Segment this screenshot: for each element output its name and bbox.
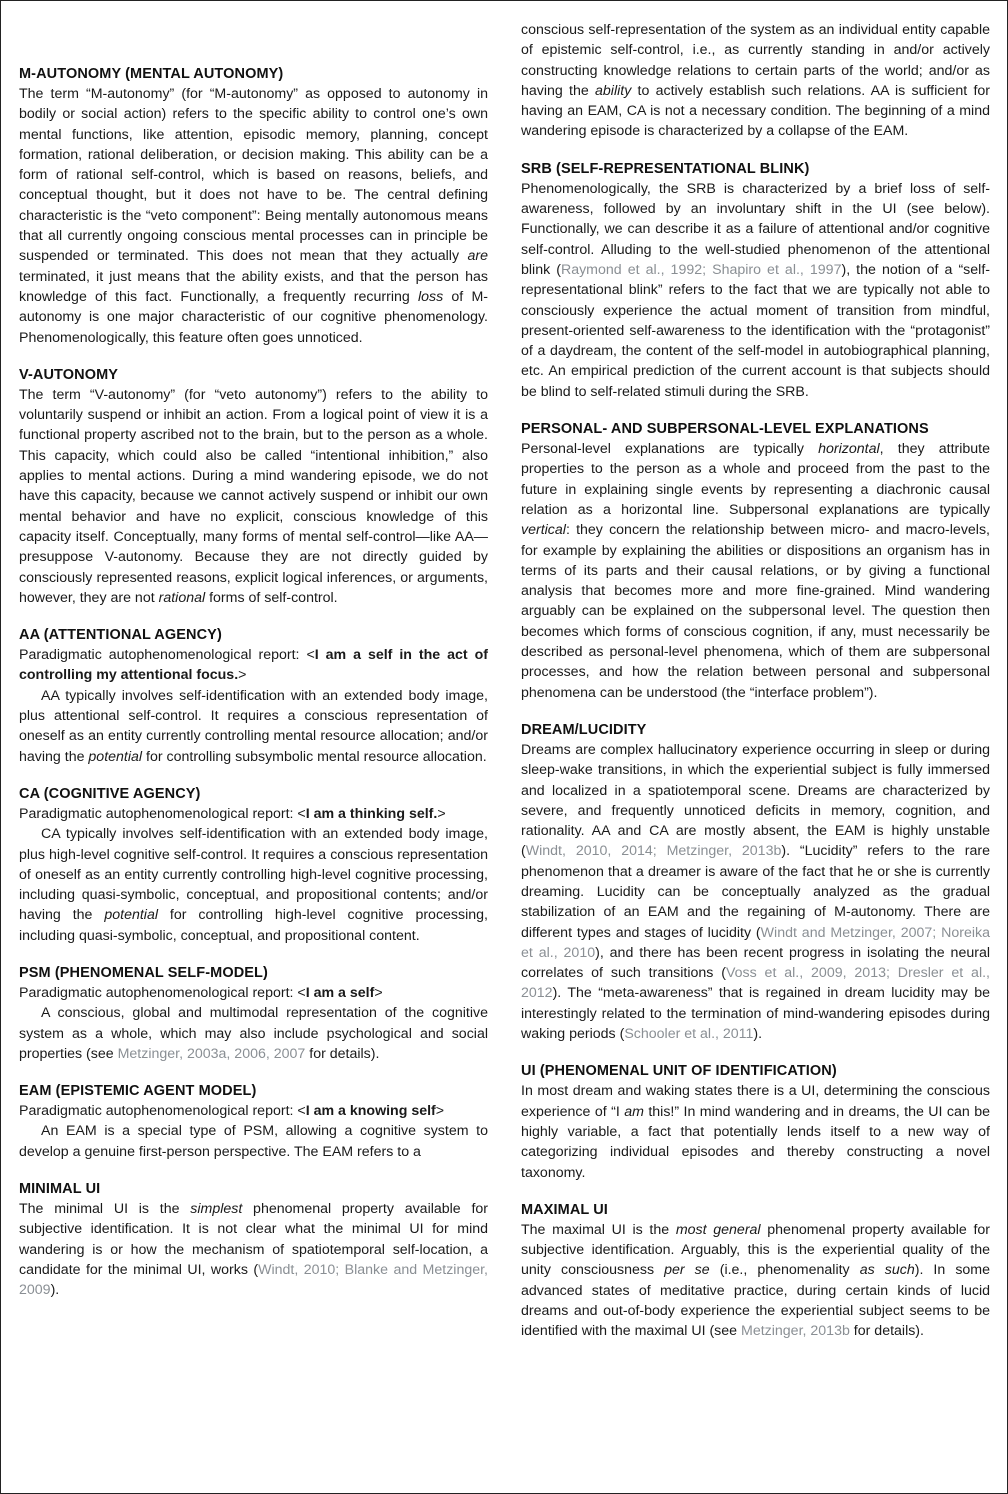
paragraph-personal-subpersonal: Personal-level explanations are typically horizontal, they attribute properties to the person as a whole and proceed from the past to the future in explaining single events by representing a diachronic causal relation as a horizontal line. Subpersonal explanations are typically vertical: they concern the relationship between micro- and macro-levels, for example by explaining the abilities or dispositions an organism has in terms of its parts and their causal relations, or by giving a functional analysis that becomes more and more fine-grained. Mind wandering arguably can be explained on the subpersonal level. The question then becomes which forms of conscious cognition, if any, must necessarily be described as personal-level phenomena, which of them are subpersonal processes, and how the relation between personal and subpersonal phenomena can be understood (the “interface problem”). (521, 441, 990, 701)
section-v-autonomy (19, 365, 488, 608)
heading-maximal-ui: MAXIMAL UI (521, 1201, 608, 1218)
heading-eam: EAM (EPISTEMIC AGENT MODEL) (19, 1083, 257, 1100)
paragraph-psm: A conscious, global and multimodal representation of the cognitive system as a whole, which may also include psychological and social properties (see Metzinger, 2003a, 2006, 2007 for details). (19, 1005, 488, 1062)
section-ca (19, 784, 488, 946)
section-aa (19, 625, 488, 767)
citation-link[interactable]: Voss et al., 2009, 2013; Dresler et al., 2012 (521, 965, 990, 1002)
paragraph-dream-lucidity: Dreams are complex hallucinatory experience occurring in sleep or during sleep-wake transitions, in which the experiential subject is fully immersed and localized in a spatiotemporal scene. Dreams are characterized by severe, and frequently unnoticed deficits in memory, cognition, and rationality. AA and CA are mostly absent, the EAM is highly unstable (Windt, 2010, 2014; Metzinger, 2013b). “Lucidity” refers to the rare phenomenon that a dreamer is aware of the fact that he or she is currently dreaming. Lucidity can be conceptually analyzed as the gradual stabilization of an EAM and the regaining of M-autonomy. There are different types and stages of lucidity (Windt and Metzinger, 2007; Noreika et al., 2010), and there has been recent progress in isolating the neural correlates of such transitions (Voss et al., 2009, 2013; Dresler et al., 2012). The “meta-awareness” that is regained in dream lucidity may be interestingly related to the termination of mind-wandering episodes during waking periods (Schooler et al., 2011). (521, 741, 990, 1043)
heading-aa: AA (ATTENTIONAL AGENCY) (19, 627, 222, 644)
heading-psm: PSM (PHENOMENAL SELF-MODEL) (19, 964, 268, 981)
heading-m-autonomy: M-AUTONOMY (MENTAL AUTONOMY) (19, 66, 284, 82)
left-column (19, 64, 488, 1318)
paragraph-eam: An EAM is a special type of PSM, allowing a cognitive system to develop a genuine first-person perspective. The EAM refers to a (19, 1123, 488, 1160)
heading-minimal-ui: MINIMAL UI (19, 1181, 101, 1198)
section-ui (521, 1061, 990, 1182)
section-m-autonomy (19, 64, 488, 348)
paragraph-minimal-ui: The minimal UI is the simplest phenomenal property available for subjective identification. It is not clear what the minimal UI for mind wandering is or how the mechanism of spatiotemporal self-location, a candidate for the minimal UI, works (Windt, 2010; Blanke and Metzinger, 2009). (19, 1201, 489, 1299)
heading-ca: CA (COGNITIVE AGENCY) (19, 785, 201, 802)
paragraph-eam-continued: conscious self-representation of the system as an individual entity capable of epistemic self-control, i.e., as currently standing in and/or actively constructing knowledge relations to certain parts of the world; and/or as having the ability to actively establish such relations. AA is sufficient for having an EAM, CA is not a necessary condition. The beginning of a mind wandering episode is characterized by a collapse of the EAM. (521, 22, 990, 140)
citation-link[interactable]: Metzinger, 2013b (741, 1323, 850, 1340)
section-maximal-ui (521, 1200, 990, 1342)
heading-personal-subpersonal: PERSONAL- AND SUBPERSONAL-LEVEL EXPLANATIONS (521, 421, 929, 438)
section-psm (19, 963, 488, 1064)
citation-link[interactable]: Windt and Metzinger, 2007; Noreika et al., 2010 (521, 924, 990, 961)
citation-link[interactable]: Metzinger, 2003a, 2006, 2007 (117, 1045, 306, 1062)
report-eam: Paradigmatic autophenomenological report: <I am a knowing self> (19, 1103, 445, 1120)
paragraph-m-autonomy: The term “M-autonomy” (for “M-autonomy” as opposed to autonomy in bodily or social action) refers to the specific ability to control one’s own mental functions, like attention, episodic memory, planning, concept formation, rational deliberation, or decision making. This ability can be a form of rational self-control, which is based on reasons, beliefs, and conceptual thought, but it does not have to be. The central defining characteristic is the “veto component”: Being mentally autonomous means that all currently ongoing conscious mental processes can in principle be suspended or terminated. This does not mean that they actually are terminated, it just means that the ability exists, and that the person has knowledge of this fact. Functionally, a frequently recurring loss of M-autonomy is one major characteristic of our cognitive phenomenology. Phenomenologically, this feature often goes unnoticed. (19, 86, 488, 346)
right-column (521, 20, 990, 1359)
citation-link[interactable]: Raymond et al., 1992; Shapiro et al., 1997 (560, 261, 842, 278)
paragraph-ca: CA typically involves self-identification with an extended body image, plus high-level cognitive self-control. It requires a conscious representation of oneself as an entity currently controlling high-level cognitive processing, including quasi-symbolic, conceptual, and propositional contents; and/or having the potential for controlling high-level cognitive processing, including quasi-symbolic, conceptual, and propositional content. (19, 826, 488, 944)
section-dream-lucidity (521, 720, 990, 1044)
heading-ui: UI (PHENOMENAL UNIT OF IDENTIFICATION) (521, 1063, 837, 1080)
citation-link[interactable]: Schooler et al., 2011 (624, 1026, 754, 1043)
section-eam (19, 1081, 488, 1162)
report-psm: Paradigmatic autophenomenological report: <I am a self> (19, 984, 383, 1001)
section-personal-subpersonal (521, 419, 990, 703)
citation-link[interactable]: Windt, 2010; Blanke and Metzinger, 2009 (19, 1261, 488, 1299)
paragraph-ui: In most dream and waking states there is a UI, determining the conscious experience of “I am this!” In mind wandering and in dreams, the UI can be highly variable, a fact that potentially lends itself to a new way of categorizing individual episodes and thereby constructing a novel taxonomy. (521, 1083, 990, 1181)
heading-v-autonomy: V-AUTONOMY (19, 366, 119, 383)
section-srb (521, 159, 990, 402)
heading-srb: SRB (SELF-REPRESENTATIONAL BLINK) (521, 160, 810, 177)
heading-dream-lucidity: DREAM/LUCIDITY (521, 721, 647, 738)
section-eam-continued (521, 20, 990, 142)
paragraph-v-autonomy: The term “V-autonomy” (for “veto autonomy”) refers to the ability to voluntarily suspend or inhibit an action. From a logical point of view it is a functional property ascribed not to the brain, but to the person as a whole. This capacity, which could also be called “intentional inhibition,” also applies to mental actions. During a mind wandering episode, we do not have this capacity, because we cannot actively suspend or inhibit our own mental behavior and have no explicit, conscious knowledge of this capacity itself. Conceptually, many forms of mental self-control—like AA—presuppose V-autonomy. Because they are not directly guided by consciously represented reasons, explicit logical inferences, or arguments, however, they are not rational forms of self-control. (19, 386, 488, 606)
report-ca: Paradigmatic autophenomenological report: <I am a thinking self.> (19, 805, 446, 822)
section-minimal-ui (19, 1179, 488, 1300)
paragraph-srb: Phenomenologically, the SRB is characterized by a brief loss of self-awareness, followed by an involuntary shift in the UI (see below). Functionally, we can describe it as a failure of attentional and/or cognitive self-control. Alluding to the well-studied phenomenon of the attentional blink (Raymond et al., 1992; Shapiro et al., 1997), the notion of a “self-representational blink” refers to the fact that we are typically not able to consciously experience the actual moment of transition from mindful, present-oriented self-awareness to the identification with the “protagonist” of a daydream, the content of the self-model in autobiographical planning, etc. An empirical prediction of the current account is that subjects should be blind to self-related stimuli during the SRB. (521, 180, 990, 400)
paragraph-aa: AA typically involves self-identification with an extended body image, plus attentional self-control. It requires a conscious representation of oneself as an entity currently controlling mental resource allocation; and/or having the potential for controlling subsymbolic mental resource allocation. (19, 687, 488, 765)
citation-link[interactable]: Windt, 2010, 2014; Metzinger, 2013b (525, 843, 782, 860)
paragraph-maximal-ui: The maximal UI is the most general phenomenal property available for subjective identification. Arguably, this is the experiential quality of the unity consciousness per se (i.e., phenomenality as such). In some advanced states of meditative practice, during certain kinds of lucid dreams and out-of-body experience the experiential subject seems to be identified with the maximal UI (see Metzinger, 2013b for details). (521, 1221, 991, 1340)
report-aa: Paradigmatic autophenomenological report: <I am a self in the act of controlling my attentional focus.> (19, 647, 488, 684)
